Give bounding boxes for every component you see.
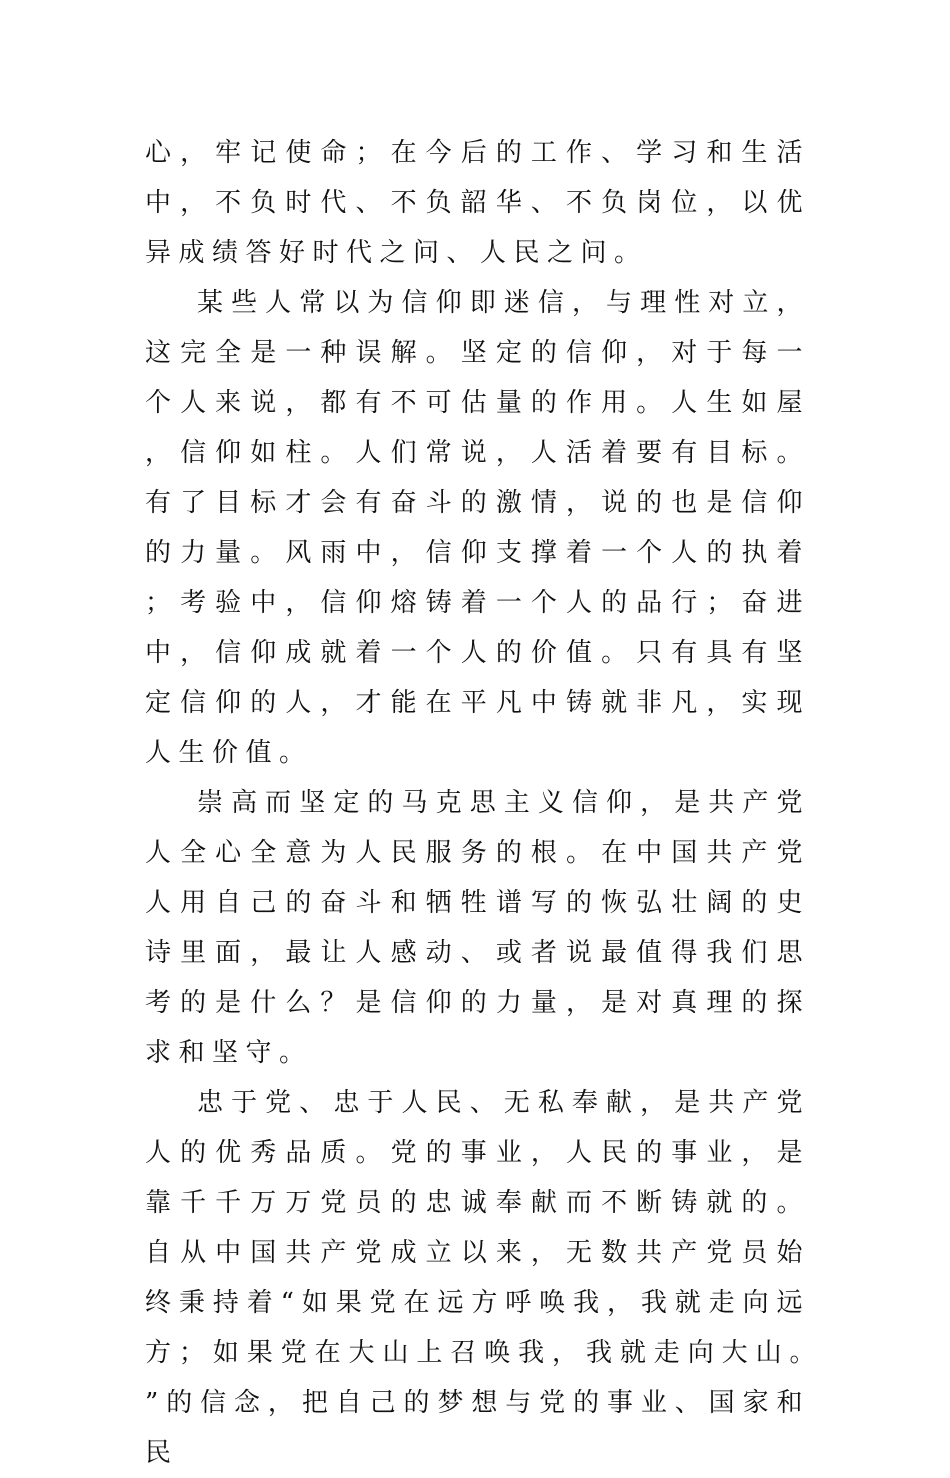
document-body <box>145 128 810 1478</box>
paragraph-continuation: 心，牢记使命；在今后的工作、学习和生活中，不负时代、不负韶华、不负岗位，以优异成绩答好时代之问、人民之问。 <box>145 138 810 268</box>
paragraph-marxist-faith: 崇高而坚定的马克思主义信仰，是共产党人全心全意为人民服务的根。在中国共产党人用自己的奋斗和牺牲谱写的恢弘壮阔的史诗里面，最让人感动、或者说最值得我们思考的是什么？是信仰的力量，是对真理的探求和坚守。 <box>145 788 810 1068</box>
paragraph-loyalty-dedication: 忠于党、忠于人民、无私奉献，是共产党人的优秀品质。党的事业，人民的事业，是靠千千万万党员的忠诚奉献而不断铸就的。自从中国共产党成立以来，无数共产党员始终秉持着“如果党在远方呼唤我，我就走向远方；如果党在大山上召唤我，我就走向大山。”的信念，把自己的梦想与党的事业、国家和民 <box>145 1088 810 1468</box>
paragraph-faith-misconception: 某些人常以为信仰即迷信，与理性对立，这完全是一种误解。坚定的信仰，对于每一个人来说，都有不可估量的作用。人生如屋，信仰如柱。人们常说，人活着要有目标。有了目标才会有奋斗的激情，说的也是信仰的力量。风雨中，信仰支撑着一个人的执着；考验中，信仰熔铸着一个人的品行；奋进中，信仰成就着一个人的价值。只有具有坚定信仰的人，才能在平凡中铸就非凡，实现人生价值。 <box>145 288 810 768</box>
